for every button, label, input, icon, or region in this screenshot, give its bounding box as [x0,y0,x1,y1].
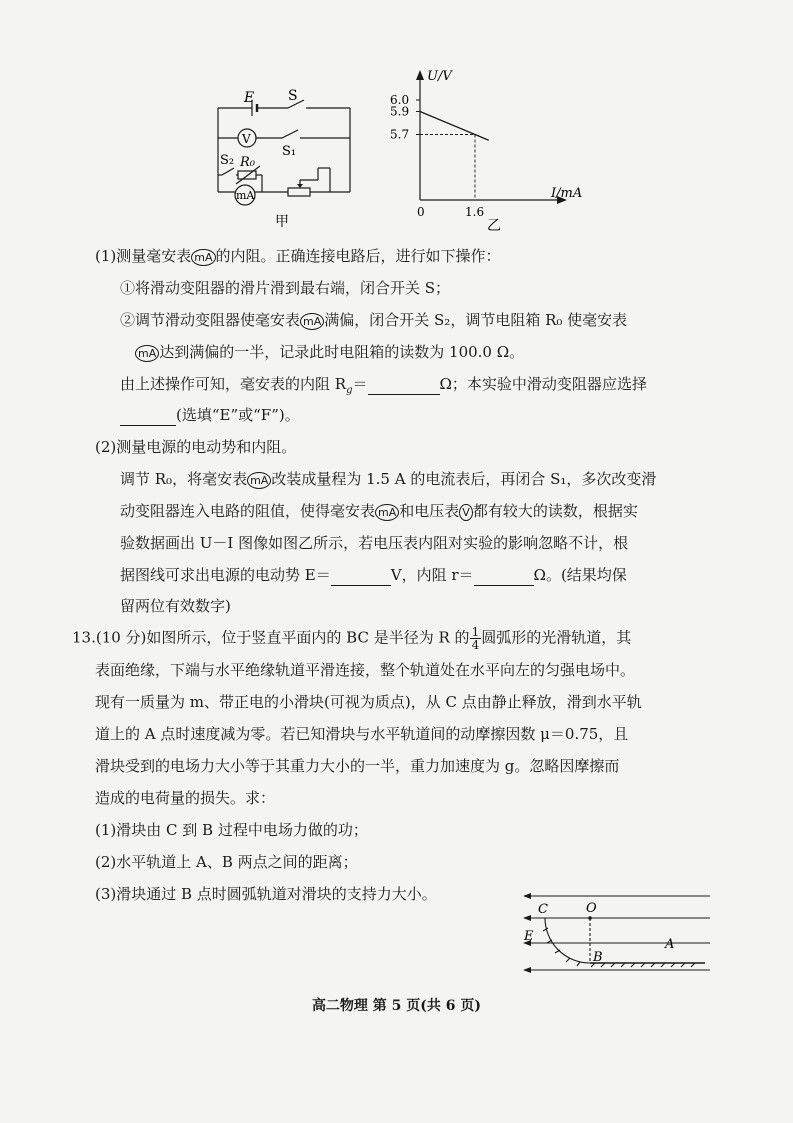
q13-line1: 13.(10 分)如图所示，位于竖直平面内的 BC 是半径为 R 的 $\frac{1}{4}$ 圆弧形的光滑轨道，其 [72,625,632,652]
y-axis-label: U/V [427,69,452,84]
q12-step1: ①将滑动变阻器的滑片滑到最右端，闭合开关 S； [120,279,451,297]
q12-conclusion-line2: (选填“E”或“F”)。 [120,405,300,426]
q12-part2-line2: 动变阻器连入电路的阻值，使得毫安表 mA 和电压表 V 都有较大的读数，根据实 [120,502,638,520]
q12-part2-line3: 验数据画出 U－I 图像如图乙所示，若电压表内阻对实验的影响忽略不计，根 [120,534,629,552]
label-R0: R₀ [240,155,255,170]
q12-conclusion-line1: 由上述操作可知，毫安表的内阻 $R_g= \Omega$；本实验中滑动变阻器应选择 [120,375,647,396]
q13-line6: 造成的电荷量的损失。求： [95,789,276,807]
x-axis-label: I/mA [551,186,583,201]
q12-part2-heading: (2)测量电源的电动势和内阻。 [95,438,297,456]
label-E: E [244,90,255,106]
q13-line4: 道上的 A 点时速度减为零。若已知滑块与水平轨道间的动摩擦因数 μ＝0.75，且 [95,725,629,743]
caption-jia: 甲 [275,214,289,230]
caption-yi: 乙 [487,218,501,234]
answer-blank-rg[interactable] [368,374,440,395]
x-tick-label: 1.6 [465,205,485,219]
label-S: S [288,88,298,104]
milliammeter-symbol: mA [135,345,159,362]
q13-line2: 表面绝缘，下端与水平绝缘轨道平滑连接，整个轨道处在水平向左的匀强电场中。 [95,661,636,679]
ui-graph-yi [385,60,595,235]
track-field-diagram [520,888,715,983]
fraction-one-quarter: $\frac{1}{4}$ [471,625,480,652]
circuit-diagram-jia [200,80,370,230]
answer-blank-emf[interactable] [331,565,391,586]
series-line-u-i [420,112,489,141]
q12-step2-line1: ②调节滑动变阻器使毫安表 mA 满偏，闭合开关 S₂，调节电阻箱 R₀ 使毫安表 [120,311,628,329]
label-B: B [593,950,603,965]
q13-line5: 滑块受到的电场力大小等于其重力大小的一半，重力加速度为 g。忽略因摩擦而 [95,757,620,775]
y-tick-label: 6.0 [390,93,410,107]
label-S2: S₂ [220,153,235,168]
milliammeter-symbol: mA [247,472,271,489]
y-tick-label: 5.9 [390,104,410,119]
q12-part1-heading: (1)测量毫安表 mA 的内阻。正确连接电路后，进行如下操作： [95,247,501,265]
milliammeter-symbol: mA [300,313,324,330]
x-tick-label: 0 [417,205,425,219]
q13-sub1: (1)滑块由 C 到 B 过程中电场力做的功； [95,821,368,839]
label-E-field: E [524,929,534,944]
y-tick-label: 5.7 [390,127,410,142]
label-A: A [665,937,675,952]
label-O: O [586,901,597,916]
label-S1: S₁ [282,144,297,159]
page-footer: 高二物理 第 5 页(共 6 页) [311,998,482,1014]
q13-line3: 现有一质量为 m、带正电的小滑块(可视为质点)，从 C 点由静止释放，滑到水平轨 [95,693,642,711]
q12-part2-line1: 调节 R₀，将毫安表 mA 改装成量程为 1.5 A 的电流表后，再闭合 S₁，多次改变滑 [120,470,657,488]
q13-sub3: (3)滑块通过 B 点时圆弧轨道对滑块的支持力大小。 [95,885,437,903]
label-mA: mA [236,189,255,202]
label-V: V [242,132,251,146]
q12-part2-line4: 据图线可求出电源的电动势 E＝ V，内阻 r＝ Ω。(结果均保 [120,566,627,584]
label-C: C [538,902,548,917]
q13-sub2: (2)水平轨道上 A、B 两点之间的距离； [95,853,358,871]
milliammeter-symbol: mA [375,504,399,521]
voltmeter-symbol: V [459,504,473,521]
q12-part2-line5: 留两位有效数字) [120,597,231,615]
answer-blank-r[interactable] [474,565,534,586]
milliammeter-symbol: mA [191,249,215,266]
answer-blank-rheostat[interactable] [120,405,176,426]
q12-step2-line2: mA 达到满偏的一半，记录此时电阻箱的读数为 100.0 Ω。 [135,342,524,362]
